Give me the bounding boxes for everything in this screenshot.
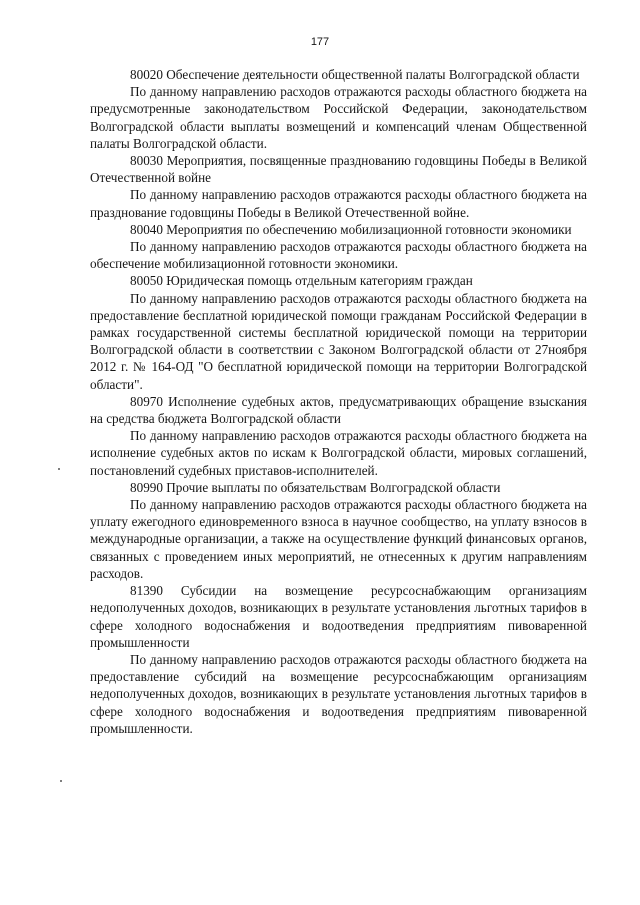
section-text-80040: По данному направлению расходов отражаются расходы областного бюджета на обеспечение мобилизационной готовности экономики.	[90, 239, 587, 272]
section-text-80030: По данному направлению расходов отражаются расходы областного бюджета на празднование годовщины Победы в Великой Отечественной войне.	[90, 187, 587, 220]
section-heading-80050: 80050 Юридическая помощь отдельным категориям граждан	[130, 273, 473, 289]
section-heading-80990: 80990 Прочие выплаты по обязательствам Волгоградской области	[130, 479, 501, 495]
scan-dot-mark	[60, 780, 62, 782]
section-text-80970: По данному направлению расходов отражаются расходы областного бюджета на исполнение судебных актов по искам к Волгоградской области, мировых соглашений, постановлений судебных приставов-исполнителей.	[90, 428, 587, 478]
section-text-80050: По данному направлению расходов отражаются расходы областного бюджета на предоставление бесплатной юридической помощи гражданам Российской Федерации в рамках государственной системы бесплатной юридической помощи на территории Волгоградской области в соответствии с Законом Волгоградской области от 27ноября 2012 г. № 164-ОД "О бесплатной юридической помощи на территории Волгоградской области".	[90, 290, 587, 392]
section-text-81390: По данному направлению расходов отражаются расходы областного бюджета на предоставление субсидий на возмещение ресурсоснабжающим организациям недополученных доходов, возникающих в результате установления льготных тарифов в сфере холодного водоснабжения и водоотведения предприятиям пивоваренной промышленности.	[90, 651, 587, 736]
section-heading-81390: 81390 Субсидии на возмещение ресурсоснабжающим организациям недополученных доходов, возникающих в результате установления льготных тарифов в сфере холодного водоснабжения и водоотведения предприятиям пивоваренной промышленности	[90, 583, 587, 650]
document-body	[90, 66, 587, 737]
section-heading-80040: 80040 Мероприятия по обеспечению мобилизационной готовности экономики	[130, 221, 572, 237]
scan-dot-mark	[58, 468, 60, 470]
section-heading-80030: 80030 Мероприятия, посвященные празднованию годовщины Победы в Великой Отечественной войне	[90, 153, 587, 186]
section-heading-80970: 80970 Исполнение судебных актов, предусматривающих обращение взыскания на средства бюджета Волгоградской области	[90, 393, 587, 427]
section-text-80990: По данному направлению расходов отражаются расходы областного бюджета на уплату ежегодного единовременного взноса в научное сообщество, на уплату взносов в международные организации, а также на осуществление функций финансовых органов, связанных с проведением иных мероприятий, не отнесенных к другим направлениям расходов.	[90, 497, 587, 581]
page-number: 177	[310, 36, 330, 48]
section-heading-80020: 80020 Обеспечение деятельности общественной палаты Волгоградской области	[130, 67, 580, 82]
section-text-80020: По данному направлению расходов отражаются расходы областного бюджета на предусмотренные законодательством Российской Федерации, законодательством Волгоградской области выплаты возмещений и компенсаций членам Общественной палаты Волгоградской области.	[90, 84, 587, 151]
